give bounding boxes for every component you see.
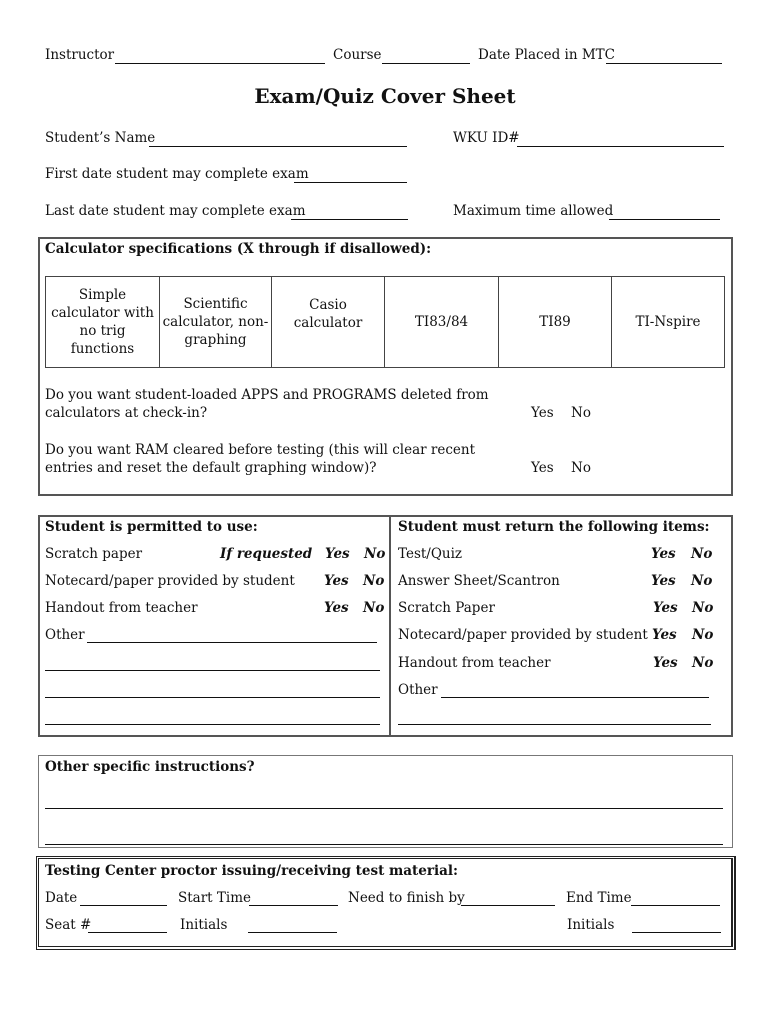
- permitted-handout-label: Handout from teacher: [45, 600, 198, 616]
- instructions-line-1[interactable]: [45, 808, 723, 809]
- proctor-finish-label: Need to finish by: [348, 890, 465, 906]
- items-divider: [389, 515, 391, 737]
- proctor-date-label: Date: [45, 890, 78, 906]
- course-label: Course: [333, 47, 382, 63]
- proctor-start-label: Start Time: [178, 890, 252, 906]
- return-heading: Student must return the following items:: [398, 519, 710, 535]
- proctor-start-field[interactable]: [249, 905, 338, 906]
- permitted-other-line-3[interactable]: [45, 697, 380, 698]
- student-name-field[interactable]: [149, 146, 407, 147]
- return-answer-label: Answer Sheet/Scantron: [398, 573, 560, 589]
- return-scratch-yes[interactable]: Yes: [653, 600, 678, 616]
- return-notecard-yes[interactable]: Yes: [652, 627, 677, 643]
- return-answer-no[interactable]: No: [691, 573, 713, 589]
- return-handout-yes[interactable]: Yes: [653, 655, 678, 671]
- last-date-label: Last date student may complete exam: [45, 203, 306, 219]
- calc-ti89[interactable]: TI89: [498, 276, 612, 368]
- last-date-field[interactable]: [291, 219, 408, 220]
- first-date-label: First date student may complete exam: [45, 166, 309, 182]
- return-handout-label: Handout from teacher: [398, 655, 551, 671]
- instructions-line-2[interactable]: [45, 844, 723, 845]
- calc-ti83[interactable]: TI83/84: [384, 276, 499, 368]
- return-scratch-no[interactable]: No: [692, 600, 714, 616]
- ram-yes[interactable]: Yes: [531, 460, 554, 476]
- permitted-scratch-yes[interactable]: Yes: [325, 546, 350, 562]
- return-other-field[interactable]: [441, 697, 709, 698]
- return-test-no[interactable]: No: [691, 546, 713, 562]
- return-test-yes[interactable]: Yes: [651, 546, 676, 562]
- permitted-scratch-if-requested[interactable]: If requested: [220, 546, 313, 562]
- ram-question-line1: Do you want RAM cleared before testing (this will clear recent: [45, 442, 476, 458]
- ram-no[interactable]: No: [571, 460, 591, 476]
- calc-tinspire[interactable]: TI-Nspire: [611, 276, 725, 368]
- proctor-initials-field-2[interactable]: [632, 932, 721, 933]
- apps-question-line1: Do you want student-loaded APPS and PROGRAMS deleted from: [45, 387, 489, 403]
- proctor-end-field[interactable]: [631, 905, 720, 906]
- course-field[interactable]: [382, 63, 470, 64]
- return-other-label: Other: [398, 682, 438, 698]
- proctor-seat-label: Seat #: [45, 917, 92, 933]
- max-time-label: Maximum time allowed: [453, 203, 614, 219]
- return-notecard-no[interactable]: No: [692, 627, 714, 643]
- return-scratch-label: Scratch Paper: [398, 600, 495, 616]
- instructor-label: Instructor: [45, 47, 115, 63]
- proctor-initials-label-1: Initials: [180, 917, 228, 933]
- instructor-field[interactable]: [115, 63, 325, 64]
- permitted-handout-no[interactable]: No: [363, 600, 385, 616]
- proctor-heading: Testing Center proctor issuing/receiving test material:: [45, 863, 458, 879]
- return-other-line-2[interactable]: [398, 724, 711, 725]
- date-placed-label: Date Placed in MTC: [478, 47, 615, 63]
- wku-id-field[interactable]: [517, 146, 724, 147]
- calc-casio[interactable]: Casio calculator: [271, 276, 385, 368]
- permitted-other-line-2[interactable]: [45, 670, 380, 671]
- first-date-field[interactable]: [294, 182, 407, 183]
- return-handout-no[interactable]: No: [692, 655, 714, 671]
- apps-question-line2: calculators at check-in?: [45, 405, 208, 421]
- instructions-heading: Other specific instructions?: [45, 759, 255, 775]
- proctor-seat-field[interactable]: [88, 932, 167, 933]
- wku-id-label: WKU ID#: [453, 130, 520, 146]
- proctor-end-label: End Time: [566, 890, 632, 906]
- max-time-field[interactable]: [609, 219, 720, 220]
- student-name-label: Student’s Name: [45, 130, 156, 146]
- permitted-notecard-label: Notecard/paper provided by student: [45, 573, 295, 589]
- items-section: [38, 515, 733, 737]
- apps-yes[interactable]: Yes: [531, 405, 554, 421]
- return-test-label: Test/Quiz: [398, 546, 463, 562]
- calc-scientific[interactable]: Scientific calculator, non-graphing: [159, 276, 272, 368]
- permitted-scratch-no[interactable]: No: [364, 546, 386, 562]
- proctor-date-field[interactable]: [80, 905, 167, 906]
- ram-question-line2: entries and reset the default graphing window)?: [45, 460, 377, 476]
- proctor-initials-field-1[interactable]: [248, 932, 337, 933]
- permitted-notecard-yes[interactable]: Yes: [324, 573, 349, 589]
- date-placed-field[interactable]: [606, 63, 722, 64]
- proctor-finish-field[interactable]: [461, 905, 555, 906]
- permitted-scratch-label: Scratch paper: [45, 546, 143, 562]
- page-title: Exam/Quiz Cover Sheet: [254, 84, 516, 108]
- permitted-handout-yes[interactable]: Yes: [324, 600, 349, 616]
- permitted-notecard-no[interactable]: No: [363, 573, 385, 589]
- permitted-other-label: Other: [45, 627, 85, 643]
- permitted-other-line-4[interactable]: [45, 724, 380, 725]
- apps-no[interactable]: No: [571, 405, 591, 421]
- return-notecard-label: Notecard/paper provided by student: [398, 627, 648, 643]
- calc-simple[interactable]: Simple calculator with no trig functions: [45, 276, 160, 368]
- permitted-other-field[interactable]: [87, 642, 377, 643]
- calculator-heading: Calculator specifications (X through if disallowed):: [45, 241, 432, 257]
- return-answer-yes[interactable]: Yes: [651, 573, 676, 589]
- proctor-initials-label-2: Initials: [567, 917, 615, 933]
- permitted-heading: Student is permitted to use:: [45, 519, 258, 535]
